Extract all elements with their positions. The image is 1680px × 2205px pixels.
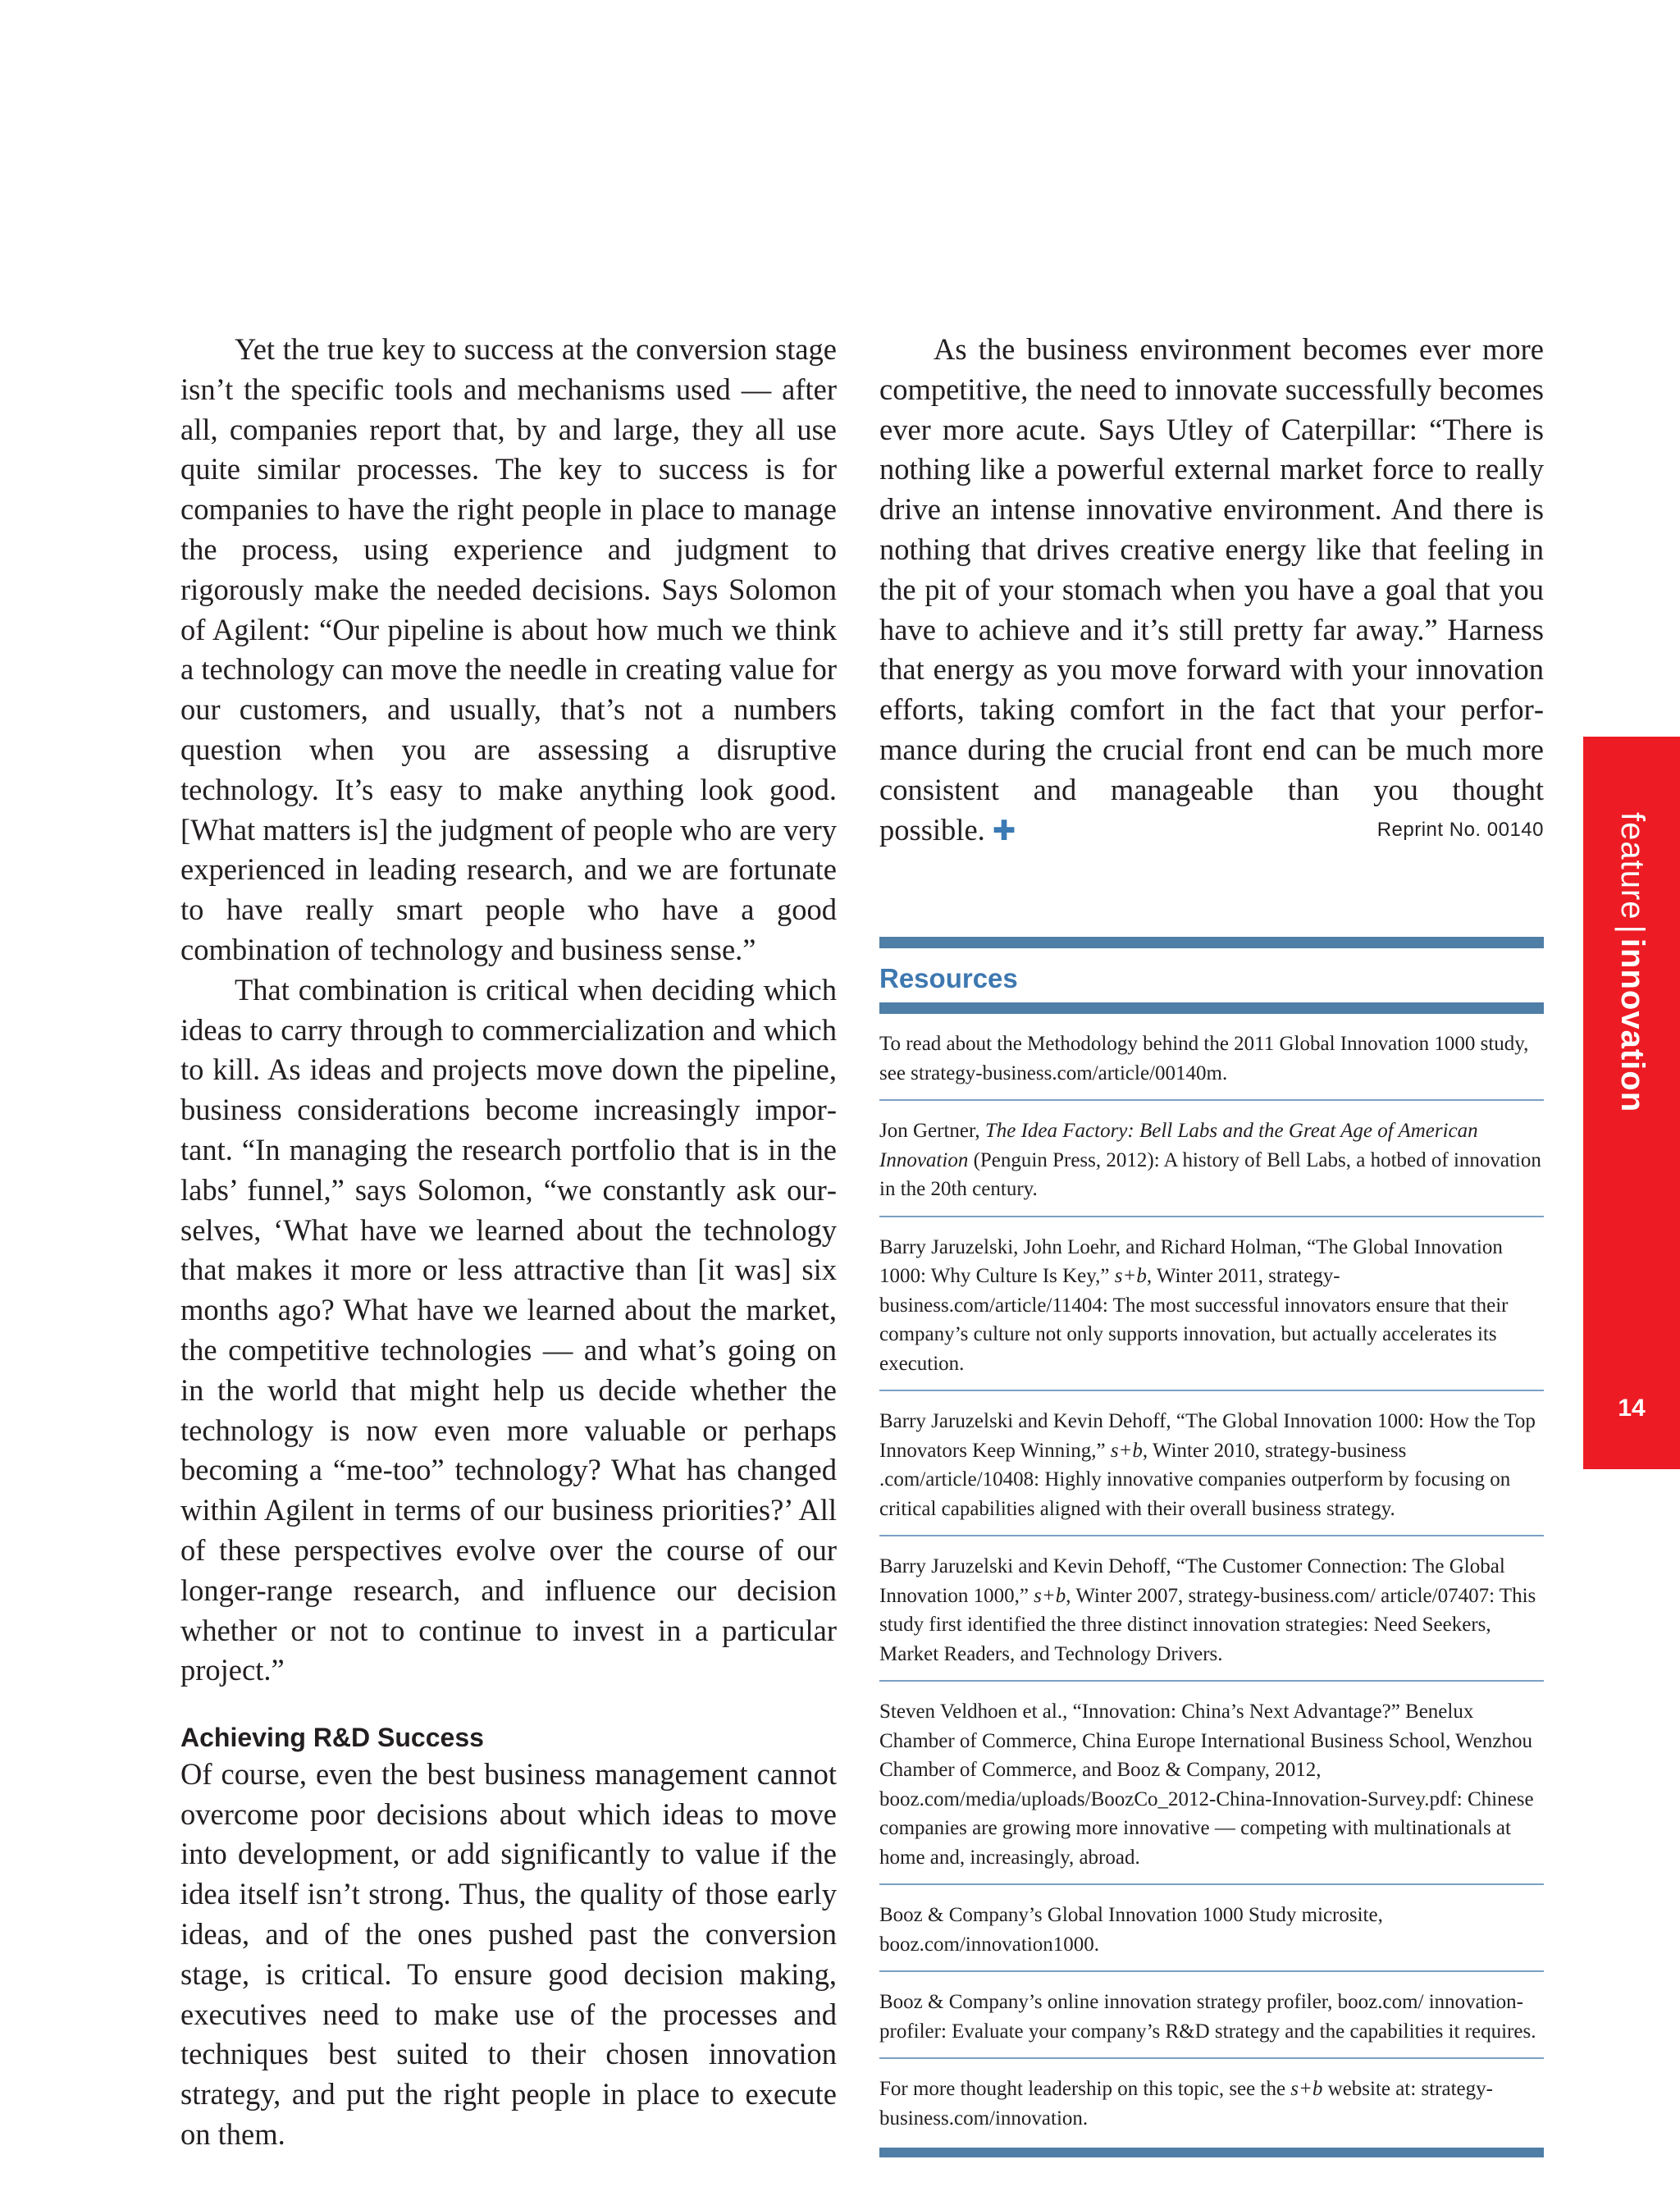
resource-item bbox=[879, 1391, 1544, 1536]
resources-top-rule bbox=[879, 937, 1544, 948]
resource-text: Jon Gertner, bbox=[879, 1120, 985, 1142]
right-column bbox=[879, 330, 1544, 851]
section-name: feature bbox=[1614, 812, 1650, 920]
resources-title-rule bbox=[879, 1002, 1544, 1014]
reprint-number: Reprint No. 00140 bbox=[1376, 819, 1544, 841]
resource-item bbox=[879, 1536, 1544, 1682]
left-column bbox=[180, 330, 837, 2155]
resource-text: Steven Veldhoen et al., “Innovation: China’s Next Advantage?” Benelux Chamber of Commerce, China Europe International Business School, Wenzhou Chamber of Commerce, and Booz & Company, 2012, booz.com/media/uploads/BoozCo_2012-China-Innovation-Survey.pdf: Chinese companies are growing more innovative — competing with multinationals at home and, increasingly, abroad. bbox=[879, 1701, 1534, 1869]
section-heading: Achieving R&D Success bbox=[180, 1723, 484, 1753]
resource-text: Barry Jaruzelski, John Loehr, and Richard Holman, “The Global Innovation 1000: Why Culture Is Key,” bbox=[879, 1235, 1503, 1287]
resource-italic-title: s+b bbox=[1110, 1439, 1143, 1462]
resource-item bbox=[879, 1972, 1544, 2059]
section-separator: | bbox=[1614, 924, 1650, 934]
closing-paragraph-text: As the business environment becomes ever more competitive, the need to innovate successfully becomes ever more acute. Says Utley of Caterpillar: “There is nothing like a powerful external market force to really drive an intense innovative environment. And there is nothing that drives creative energy like that feeling in the pit of your stomach when you have a goal that you have to achieve and it’s still pretty far away.” Harness that energy as you move forward with your innovation efforts, taking comfort in the fact that your performance during the crucial front end can be much more consistent and manageable than you thought possible. bbox=[879, 332, 1544, 847]
resource-text: website at: strategy-business.com/innovation. bbox=[879, 2078, 1493, 2130]
resource-item bbox=[879, 1217, 1544, 1392]
resource-text: To read about the Methodology behind the 2011 Global Innovation 1000 study, see strategy-business.com/article/00140m. bbox=[879, 1033, 1529, 1084]
resources-box bbox=[879, 937, 1544, 2157]
resource-item bbox=[879, 1014, 1544, 1101]
section-topic: innovation bbox=[1614, 938, 1650, 1113]
resource-item bbox=[879, 2059, 1544, 2148]
resource-item bbox=[879, 1101, 1544, 1217]
resource-text: , Winter 2007, strategy-business.com/ article/07407: This study first identified the three distinct innovation strategies: Need Seekers, Market Readers, and Technology Drivers. bbox=[879, 1584, 1536, 1665]
resource-text: Booz & Company’s Global Innovation 1000 Study microsite, booz.com/innovation1000. bbox=[879, 1904, 1383, 1956]
resource-italic-title: s+b bbox=[1114, 1265, 1147, 1287]
section-label bbox=[1596, 812, 1669, 1113]
resource-text: For more thought leadership on this topic, see the bbox=[879, 2078, 1291, 2100]
resource-item bbox=[879, 1682, 1544, 1885]
body-paragraph: That combination is critical when deciding which ideas to carry through to commercialization and which to kill. As ideas and projects move down the pipeline, business considerations become increasingly important. “In managing the research portfolio that is in the labs’ funnel,” says Solomon, “we constantly ask ourselves, ‘What have we learned about the technology that makes it more or less attractive than [it was] six months ago? What have we learned about the market, the competitive technologies — and what’s going on in the world that might help us decide whether the technology is now even more valuable or perhaps becoming a “me-too” technology? What has changed within Agilent in terms of our business priorities?’ All of these perspectives evolve over the course of our longer-range research, and influence our decision whether or not to continue to invest in a particular project.” bbox=[180, 972, 837, 1687]
resource-item bbox=[879, 1885, 1544, 1972]
body-paragraph: Yet the true key to success at the conversion stage isn’t the specific tools and mechanisms used — after all, companies report that, by and large, they all use quite similar processes. The key to success is for companies to have the right people in place to manage the process, using experience and judgment to rigorously make the needed decisions. Says Solomon of Agilent: “Our pipeline is about how much we think a technology can move the needle in creating value for our customers, and usually, that’s not a numbers question when you are assessing a disruptive technology. It’s easy to make anything look good. [What matters is] the judgment of people who are very experienced in leading research, and we are fortunate to have really smart people who have a good combination of technology and business sense.” bbox=[180, 332, 837, 966]
resource-text: , Winter 2010, strategy-business .com/article/10408: Highly innovative companies outperform by focusing on critical capabilities aligned with their overall business strategy. bbox=[879, 1439, 1511, 1520]
resource-text: (Penguin Press, 2012): A history of Bell Labs, a hotbed of innovation in the 20th century. bbox=[879, 1148, 1541, 1200]
resource-italic-title: s+b bbox=[1290, 2078, 1323, 2100]
body-paragraph bbox=[879, 330, 1544, 851]
resources-title: Resources bbox=[879, 963, 1018, 993]
body-paragraph: Of course, even the best business management cannot overcome poor decisions about which ideas to move into development, or add significantly to value if the idea itself isn’t strong. Thus, the quality of those early ideas, and of the ones pushed past the conversion stage, is critical. To ensure good decision making, executives need to make use of the processes and techniques best suited to their chosen innovation strategy, and put the right people in place to execute on them. bbox=[180, 1756, 837, 2152]
resource-italic-title: s+b bbox=[1034, 1584, 1066, 1607]
resource-text: Barry Jaruzelski and Kevin Dehoff, “The Global Innovation 1000: How the Top Innovators Keep Winning,” bbox=[879, 1410, 1536, 1462]
resource-text: Booz & Company’s online innovation strategy profiler, booz.com/ innovation-profiler: Evaluate your company’s R&D strategy and the capabilities it requires. bbox=[879, 1991, 1536, 2043]
resource-text: , Winter 2011, strategy-business.com/article/11404: The most successful innovators ensure that their company’s culture not only supports innovation, but actually accelerates its execution. bbox=[879, 1265, 1509, 1375]
page-number: 14 bbox=[1618, 1395, 1646, 1422]
resource-italic-title: The Idea Factory: Bell Labs and the Great Age of American Innovation bbox=[879, 1120, 1478, 1171]
resources-list bbox=[879, 1014, 1544, 2148]
end-mark-icon: ✚ bbox=[992, 814, 1016, 847]
resource-text: Barry Jaruzelski and Kevin Dehoff, “The Customer Connection: The Global Innovation 1000,” bbox=[879, 1555, 1505, 1607]
resources-bottom-rule bbox=[879, 2148, 1544, 2157]
